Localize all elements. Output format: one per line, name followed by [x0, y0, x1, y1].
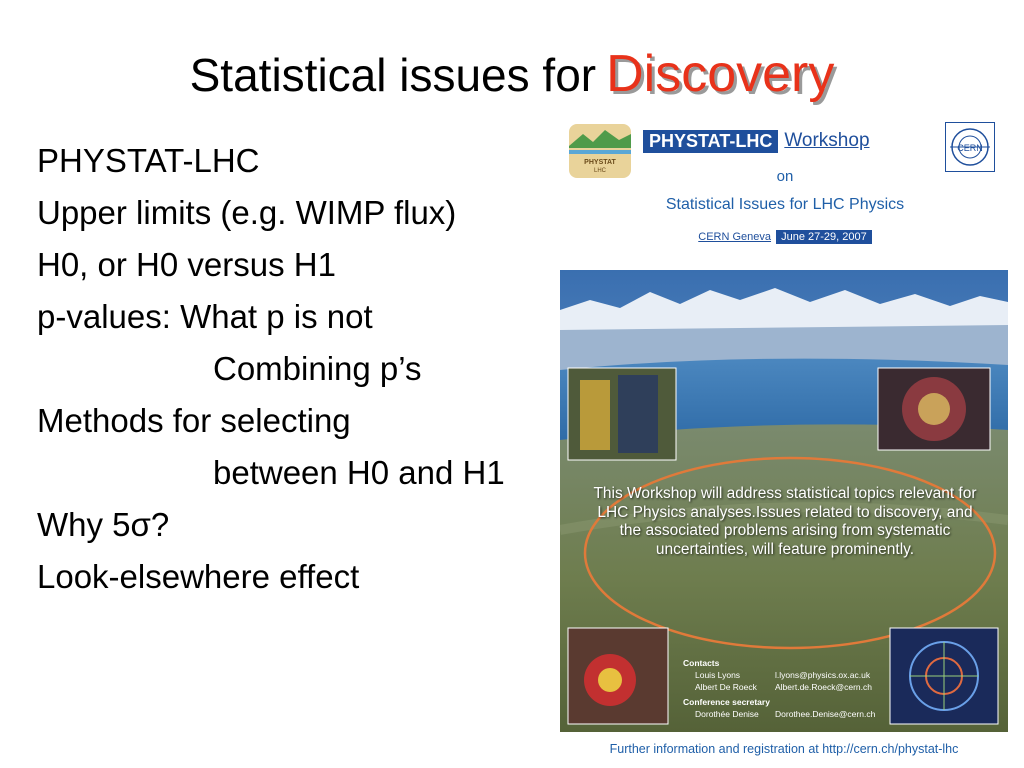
poster-footer: Further information and registration at http://cern.ch/phystat-lhc — [609, 742, 959, 756]
contact-email: Albert.de.Roeck@cern.ch — [775, 682, 872, 692]
cern-logo-text: CERN — [957, 143, 983, 153]
cern-logo-icon — [945, 122, 995, 172]
bullet-item: between H0 and H1 — [213, 454, 505, 491]
secretary-email: Dorothee.Denise@cern.ch — [775, 709, 876, 719]
secretary-heading: Conference secretary — [683, 697, 770, 707]
poster-header — [565, 118, 1005, 253]
logo-text-2: LHC — [593, 168, 607, 174]
secretary-row — [683, 708, 875, 720]
poster-on: on — [776, 168, 794, 185]
slide-title — [0, 44, 1024, 104]
bullet-item: H0, or H0 versus H1 — [37, 246, 336, 283]
bullet-item: p-values: What p is not — [37, 298, 373, 335]
contacts-block — [683, 657, 875, 720]
logo-text-1: PHYSTAT — [584, 159, 616, 166]
contact-name: Albert De Roeck — [695, 682, 757, 692]
poster-image — [560, 270, 1008, 732]
secretary-name: Dorothée Denise — [695, 709, 759, 719]
bullet-item: Look-elsewhere effect — [37, 558, 360, 595]
contact-row — [683, 681, 875, 693]
bullet-item: Why 5σ? — [37, 506, 170, 543]
contact-row — [683, 669, 875, 681]
workshop-description: This Workshop will address statistical topics relevant for LHC Physics analyses.Issues related to discovery, and the associated problems arising from systematic uncertainties, will feature prominently. — [593, 485, 977, 558]
bullet-item: Methods for selecting — [37, 402, 351, 439]
bullet-list — [37, 135, 505, 603]
contacts-heading: Contacts — [683, 658, 720, 668]
contact-name: Louis Lyons — [695, 670, 741, 680]
poster-city: CERN Geneva — [698, 231, 772, 243]
workshop-banner — [643, 128, 870, 154]
banner-word: Workshop — [784, 130, 870, 151]
bullet-item: Upper limits (e.g. WIMP flux) — [37, 194, 457, 231]
banner-tag: PHYSTAT-LHC — [643, 130, 778, 153]
bullet-item: Combining p’s — [213, 350, 422, 387]
poster-place-date — [565, 231, 1005, 243]
poster-dates: June 27-29, 2007 — [776, 230, 872, 244]
title-main: Statistical issues for — [189, 49, 597, 101]
bullet-item: PHYSTAT-LHC — [37, 142, 260, 179]
poster-subtitle: Statistical Issues for LHC Physics — [665, 196, 905, 213]
title-accent: Discovery — [606, 45, 835, 103]
contact-email: l.lyons@physics.ox.ac.uk — [775, 670, 871, 680]
